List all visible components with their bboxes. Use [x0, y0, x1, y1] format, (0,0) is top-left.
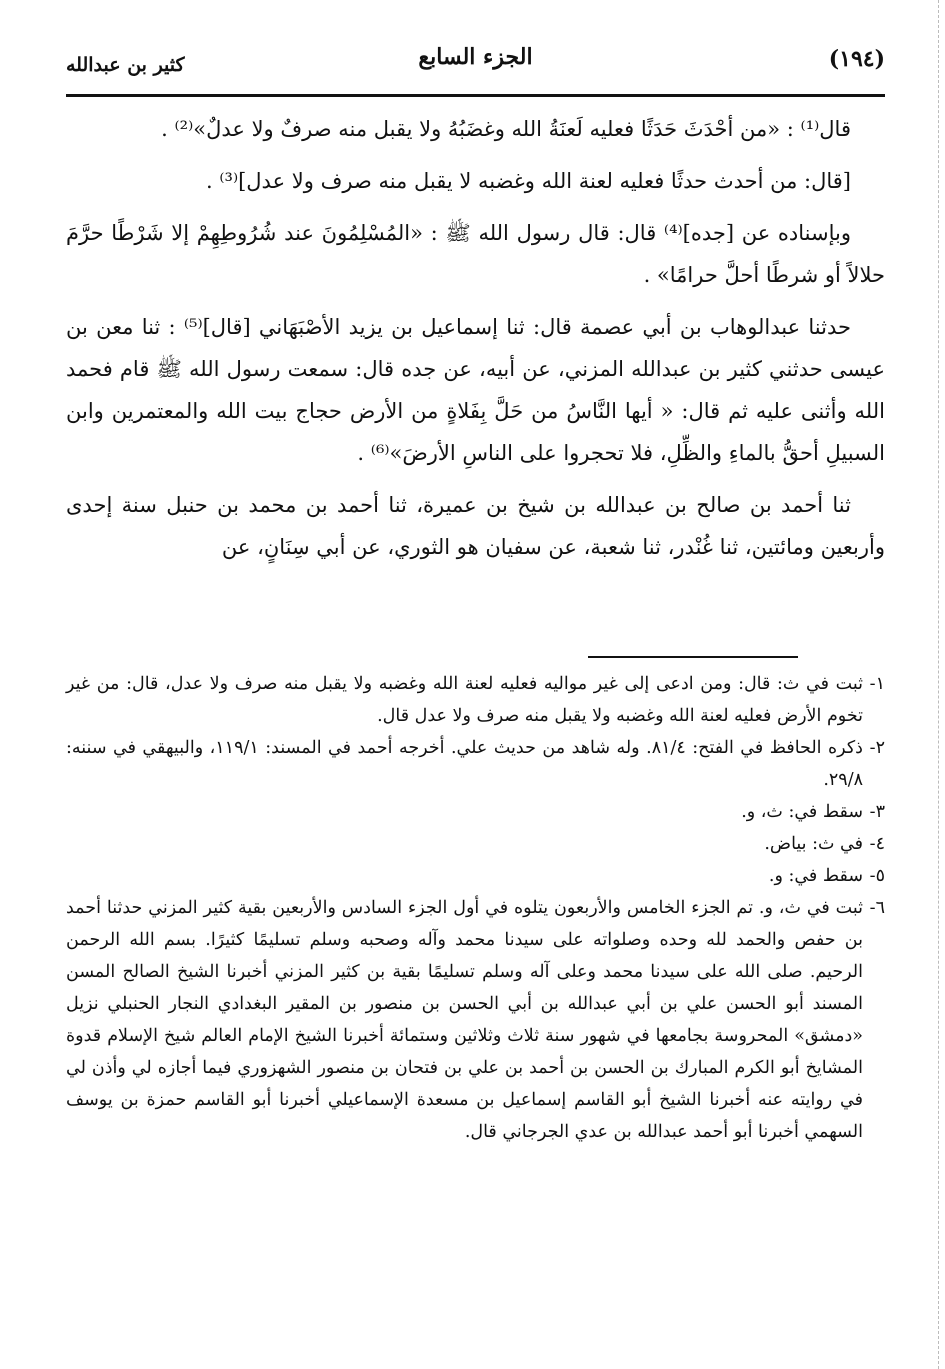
footnote-number: ٤-	[869, 834, 885, 854]
paragraph-1: قال⁽¹⁾ : «من أحْدَثَ حَدَثًا فعليه لَعنَةُ الله وغضَبُهُ ولا يقبل منه صرفٌ ولا عدلٌ»⁽²⁾ .	[161, 117, 851, 141]
footnote-number: ١-	[869, 674, 885, 694]
footnote-text: ثبت في ث، و. تم الجزء الخامس والأربعون يتلوه في أول الجزء السادس والأربعين بقية كثير المزني حدثنا أحمد بن حفص والحمد لله وحده وصلواته على سيدنا محمد وآله وصحبه وسلم تسليمًا كثيرًا. بسم الله الرحمن الرحيم. صلى الله على سيدنا محمد وعلى آله وسلم تسليمًا بقية بن كثير المزني أخبرنا الشيخ الصالح المسن المسند أبو الحسن علي بن أبي عبدالله بن أبي الحسن بن منصور بن المقير البغدادي النجار الحنبلي نزيل «دمشق» المحروسة بجامعها في شهور سنة ثلاث وثلاثين وستمائة أخبرنا الشيخ الإمام العالم شيخ الإسلام قدوة المشايخ أبو الكرم المبارك بن الحسن بن أحمد بن علي بن فتحان بن منصور الشهزوري فيما أجازه لي وأذن لي في روايته عنه أخبرنا الشيخ أبو القاسم إسماعيل بن مسعدة الإسماعيلي أخبرنا أبو القاسم حمزة بن يوسف السهمي أخبرنا أبو أحمد عبدالله بن عدي الجرجاني قال.	[66, 898, 863, 1142]
scan-edge-line	[938, 0, 939, 1369]
footnote-3	[66, 796, 885, 828]
footnote-number: ٦-	[869, 898, 885, 918]
paragraph-4: حدثنا عبدالوهاب بن أبي عصمة قال: ثنا إسماعيل بن يزيد الأصْبَهَاني [قال]⁽⁵⁾ : ثنا معن بن عيسى حدثني كثير بن عبدالله المزني، عن أبيه، عن جده قال: سمعت رسول الله ﷺ قام فحمد الله وأثنى عليه ثم قال: « أيها النَّاسُ من حَلَّ بِفَلاةٍ من الأرض حجاج بيت الله والمعتمرين وابن السبيلِ أحقُّ بالماءِ والظِّلِ، فلا تحجروا على الناسِ الأرضَ»⁽⁶⁾ .	[66, 315, 885, 465]
running-author: كثير بن عبدالله	[66, 54, 185, 76]
footnote-divider	[588, 656, 798, 658]
footnote-1	[66, 668, 885, 732]
header-divider	[66, 94, 885, 97]
footnote-6	[66, 892, 885, 1148]
page-title: الجزء السابع	[418, 44, 533, 70]
footnote-5	[66, 860, 885, 892]
paragraph-2: [قال: من أحدث حدثًا فعليه لعنة الله وغضبه لا يقبل منه صرف ولا عدل]⁽³⁾ .	[206, 169, 851, 193]
paragraph-5: ثنا أحمد بن صالح بن عبدالله بن شيخ بن عميرة، ثنا أحمد بن محمد بن حنبل سنة إحدى وأربعين ومائتين، ثنا غُنْدر، ثنا شعبة، عن سفيان هو الثوري، عن أبي سِنَانٍ، عن	[66, 493, 885, 559]
footnote-2	[66, 732, 885, 796]
footnote-4	[66, 828, 885, 860]
footnote-number: ٥-	[869, 866, 885, 886]
footnote-text: سقط في: ث، و.	[741, 802, 863, 822]
footnote-text: ذكره الحافظ في الفتح: ٨١/٤. وله شاهد من حديث علي. أخرجه أحمد في المسند: ١١٩/١، والبيهقي في سننه: ٢٩/٨.	[66, 738, 863, 790]
main-text	[66, 108, 885, 578]
footnote-text: سقط في: و.	[768, 866, 863, 886]
footnote-text: في ث: بياض.	[764, 834, 863, 854]
page-number: (١٩٤)	[828, 46, 885, 72]
footnote-text: ثبت في ث: قال: ومن ادعى إلى غير مواليه فعليه لعنة الله وغضبه ولا يقبل منه صرف ولا عدل، قال: من غير تخوم الأرض فعليه لعنة الله وغضبه ولا يقبل منه صرف ولا عدل قال.	[66, 674, 863, 726]
footnotes	[66, 668, 885, 1148]
footnote-number: ٣-	[869, 802, 885, 822]
page-header	[66, 40, 885, 92]
paragraph-3: وبإسناده عن [جده]⁽⁴⁾ قال: قال رسول الله ﷺ : «المُسْلِمُونَ عند شُرُوطِهِمْ إلا شَرْطًا حرَّمَ حلالاً أو شرطًا أحلَّ حرامًا» .	[66, 221, 885, 287]
footnote-number: ٢-	[869, 738, 885, 758]
